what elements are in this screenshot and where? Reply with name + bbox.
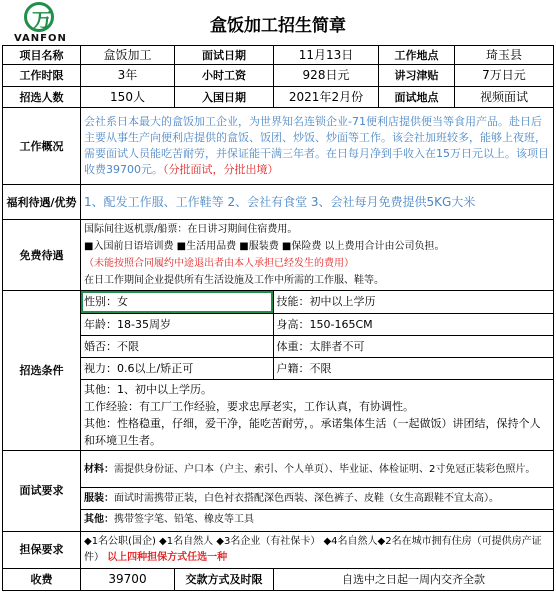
- free-benefits-cell: [81, 220, 554, 291]
- label-work-overview: 工作概况: [3, 108, 81, 185]
- label-interview-date: 面试日期: [175, 46, 274, 65]
- free-line-3: （未能按照合同履约中途退出者由本人承担已经发生的费用）: [84, 258, 354, 269]
- label-work-term: 工作时限: [3, 65, 81, 87]
- condition-marriage: 婚否：不限: [81, 335, 273, 357]
- label-free-benefits: 免费待遇: [3, 220, 81, 291]
- table-row: [3, 65, 554, 87]
- conditions-cell: [81, 291, 554, 451]
- welfare-text: 1、配发工作服、工作鞋等 2、会社有食堂 3、会社每月免费提供5KG大米: [81, 185, 554, 220]
- condition-hukou: 户籍：不限: [273, 357, 553, 379]
- label-guarantee: 担保要求: [3, 531, 81, 568]
- label-welfare: 福利待遇/优势: [3, 185, 81, 220]
- recruitment-table: [2, 45, 554, 591]
- table-row: [3, 108, 554, 185]
- label-project-name: 项目名称: [3, 46, 81, 65]
- condition-other-1: 其他：1、初中以上学历。: [84, 382, 212, 396]
- table-row: [3, 568, 554, 590]
- label-entry-date: 入国日期: [175, 87, 274, 108]
- label-interview-requirements: 面试要求: [3, 450, 81, 531]
- overview-note: （分批面试，分批出境）: [163, 163, 279, 176]
- condition-height: 身高：150-165CM: [273, 313, 553, 335]
- free-line-1: 国际间往返机票/船票：在日讲习期间住宿费用。: [84, 224, 298, 235]
- work-overview-text: [81, 108, 554, 185]
- label-payment-method: 交款方式及时限: [175, 568, 274, 590]
- condition-gender: 性别：女: [81, 291, 273, 313]
- label-conditions: 招选条件: [3, 291, 81, 451]
- condition-other-2: 工作经验：有工厂工作经验，要求忠厚老实，工作认真，有协调性。: [84, 399, 414, 413]
- condition-vision: 视力：0.6以上/矫正可: [81, 357, 273, 379]
- table-row: [3, 87, 554, 108]
- value-fee: 39700: [81, 568, 175, 590]
- value-project-name: 盒饭加工: [81, 46, 175, 65]
- condition-weight: 体重：太胖者不可: [273, 335, 553, 357]
- logo-text: VANFON: [14, 33, 67, 44]
- value-entry-date: 2021年2月份: [274, 87, 379, 108]
- guarantee-note: 以上四种担保方式任选一种: [107, 551, 228, 563]
- table-row: [3, 450, 554, 531]
- guarantee-text: ◆1名公职(国企) ◆1名自然人 ◆3名企业（有社保卡） ◆4名自然人◆2名在城市拥有住房（可提供房产证件） 以上四种担保方式任选一种: [81, 531, 554, 568]
- condition-education: 技能：初中以上学历: [273, 291, 553, 313]
- condition-other-3: 其他：性格稳重，仔细，爱干净，能吃苦耐劳，。承诺集体生活（一起做饭）讲团结，保持个人和环境卫生者。: [84, 416, 541, 447]
- free-line-2: ■入国前日语培训费 ■生活用品费 ■服装费 ■保险费 以上费用合计由公司负担。: [84, 241, 445, 252]
- interview-other: 其他：携带签字笔、铅笔、橡皮等工具: [81, 510, 553, 530]
- table-row: [3, 46, 554, 65]
- value-hourly-wage: 928日元: [274, 65, 379, 87]
- header: [0, 0, 556, 44]
- value-interview-location: 视频面试: [455, 87, 554, 108]
- label-training-allowance: 讲习津贴: [379, 65, 455, 87]
- condition-age: 年龄：18-35周岁: [81, 313, 273, 335]
- logo-emblem-icon: 万: [24, 2, 54, 32]
- table-row: [3, 220, 554, 291]
- condition-other: [81, 379, 553, 450]
- value-training-allowance: 7万日元: [455, 65, 554, 87]
- table-row: [3, 531, 554, 568]
- value-payment-method: 自选中之日起一周内交齐全款: [274, 568, 554, 590]
- value-work-location: 琦玉县: [455, 46, 554, 65]
- label-fee: 收费: [3, 568, 81, 590]
- table-row: [3, 291, 554, 451]
- label-hourly-wage: 小时工资: [175, 65, 274, 87]
- value-interview-date: 11月13日: [274, 46, 379, 65]
- interview-cell: [81, 450, 554, 531]
- value-recruit-count: 150人: [81, 87, 175, 108]
- overview-body: 会社系日本最大的盒饭加工企业，为世界知名连锁企业-71便利店提供便当等食用产品。赴日后主要从事生产向便利店提供的盒饭、饭团、炒饭、炒面等工作。该会社加班较多，能够上夜班，需要面试人员能吃苦耐劳，并保证能干满三年者。在日每月净到手收入在15万日元以上。该项目收费39700元。: [84, 115, 549, 176]
- label-work-location: 工作地点: [379, 46, 455, 65]
- value-work-term: 3年: [81, 65, 175, 87]
- label-recruit-count: 招选人数: [3, 87, 81, 108]
- label-interview-location: 面试地点: [379, 87, 455, 108]
- table-row: [3, 185, 554, 220]
- interview-clothing: 服装：面试时需携带正装，白色衬衣搭配深色西装、深色裤子、皮鞋（女生高跟鞋不宜太高）。: [81, 488, 553, 510]
- free-line-4: 在日工作期间企业提供所有生活设施及工作中所需的工作服、鞋等。: [84, 275, 384, 286]
- interview-materials: 材料：需提供身份证、户口本（户主、索引、个人单页）、毕业证、体检证明、2寸免冠正装彩色照片。: [81, 452, 553, 488]
- page-title: 盒饭加工招生简章: [210, 16, 346, 36]
